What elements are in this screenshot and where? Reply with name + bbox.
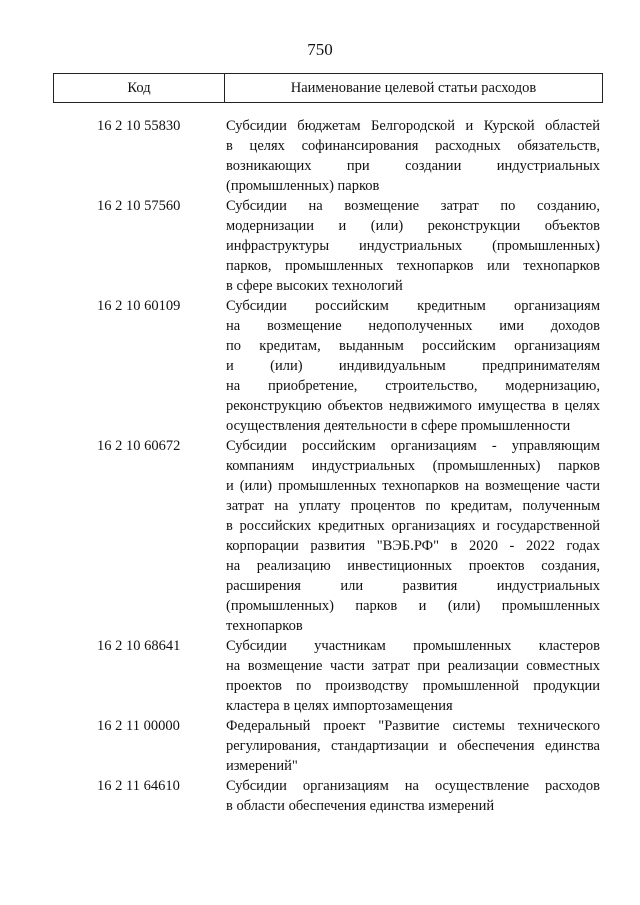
description-line: кластера в целях импортозамещения xyxy=(226,698,453,714)
description-line: Субсидии бюджетам Белгородской и Курской областей xyxy=(226,118,600,134)
description-line: технопарков xyxy=(226,618,303,634)
row-code: 16 2 11 00000 xyxy=(97,718,180,734)
row-code: 16 2 11 64610 xyxy=(97,778,180,794)
row-code: 16 2 10 68641 xyxy=(97,638,181,654)
row-description xyxy=(226,116,600,196)
row-description xyxy=(226,716,600,776)
description-line: и (или) индивидуальным предпринимателям xyxy=(226,358,600,374)
description-line: модернизации и (или) реконструкции объектов xyxy=(226,218,600,234)
table-row xyxy=(53,436,603,636)
header-name: Наименование целевой статьи расходов xyxy=(290,79,537,96)
description-line: парков, промышленных технопарков или технопарков xyxy=(226,258,600,274)
header-code: Код xyxy=(54,74,225,102)
table-row xyxy=(53,196,603,296)
description-line: затрат на уплату процентов по кредитам, полученным xyxy=(226,498,600,514)
description-line: Субсидии участникам промышленных кластеров xyxy=(226,638,600,654)
table-row xyxy=(53,636,603,716)
description-line: на возмещение части затрат при реализации совместных xyxy=(226,658,600,674)
description-line: (промышленных) парков и (или) промышленных xyxy=(226,598,600,614)
row-code: 16 2 10 60109 xyxy=(97,298,181,314)
table-row xyxy=(53,716,603,776)
table-body xyxy=(53,116,603,816)
description-line: Субсидии российским кредитным организациям xyxy=(226,298,600,314)
description-line: Субсидии на возмещение затрат по созданию, xyxy=(226,198,600,214)
description-line: в области обеспечения единства измерений xyxy=(226,798,495,814)
description-line: Субсидии организациям на осуществление расходов xyxy=(226,778,600,794)
table-row xyxy=(53,296,603,436)
table-header xyxy=(53,73,603,103)
row-description xyxy=(226,296,600,436)
description-line: и (или) промышленных технопарков на возмещение части xyxy=(226,478,600,494)
description-line: компаниям индустриальных (промышленных) парков xyxy=(226,458,600,474)
description-line: в сфере высоких технологий xyxy=(226,278,403,294)
row-code: 16 2 10 60672 xyxy=(97,438,181,454)
description-line: в российских кредитных организациях и государственной xyxy=(226,518,600,534)
description-line: на возмещение недополученных ими доходов xyxy=(226,318,600,334)
description-line: инфраструктуры индустриальных (промышленных) xyxy=(226,238,600,254)
description-line: возникающих при создании индустриальных xyxy=(226,158,600,174)
description-line: Федеральный проект "Развитие системы технического xyxy=(226,718,600,734)
description-line: Субсидии российским организациям - управляющим xyxy=(226,438,600,454)
description-line: корпорации развития "ВЭБ.РФ" в 2020 - 2022 годах xyxy=(226,538,600,554)
description-line: измерений" xyxy=(226,758,298,774)
row-description xyxy=(226,776,600,816)
description-line: на приобретение, строительство, модернизацию, xyxy=(226,378,600,394)
page-number: 750 xyxy=(307,40,333,59)
description-line: реконструкцию объектов недвижимого имущества в целях xyxy=(226,398,600,414)
description-line: (промышленных) парков xyxy=(226,178,380,194)
description-line: на реализацию инвестиционных проектов создания, xyxy=(226,558,600,574)
description-line: проектов по производству промышленной продукции xyxy=(226,678,600,694)
row-code: 16 2 10 57560 xyxy=(97,198,181,214)
row-code: 16 2 10 55830 xyxy=(97,118,181,134)
description-line: регулирования, стандартизации и обеспечения единства xyxy=(226,738,600,754)
table-row xyxy=(53,776,603,816)
table-row xyxy=(53,116,603,196)
description-line: расширения или развития индустриальных xyxy=(226,578,600,594)
row-description xyxy=(226,436,600,636)
row-description xyxy=(226,636,600,716)
description-line: по кредитам, выданным российским организациям xyxy=(226,338,600,354)
description-line: в целях софинансирования расходных обязательств, xyxy=(226,138,600,154)
row-description xyxy=(226,196,600,296)
description-line: осуществления деятельности в сфере промышленности xyxy=(226,418,571,434)
